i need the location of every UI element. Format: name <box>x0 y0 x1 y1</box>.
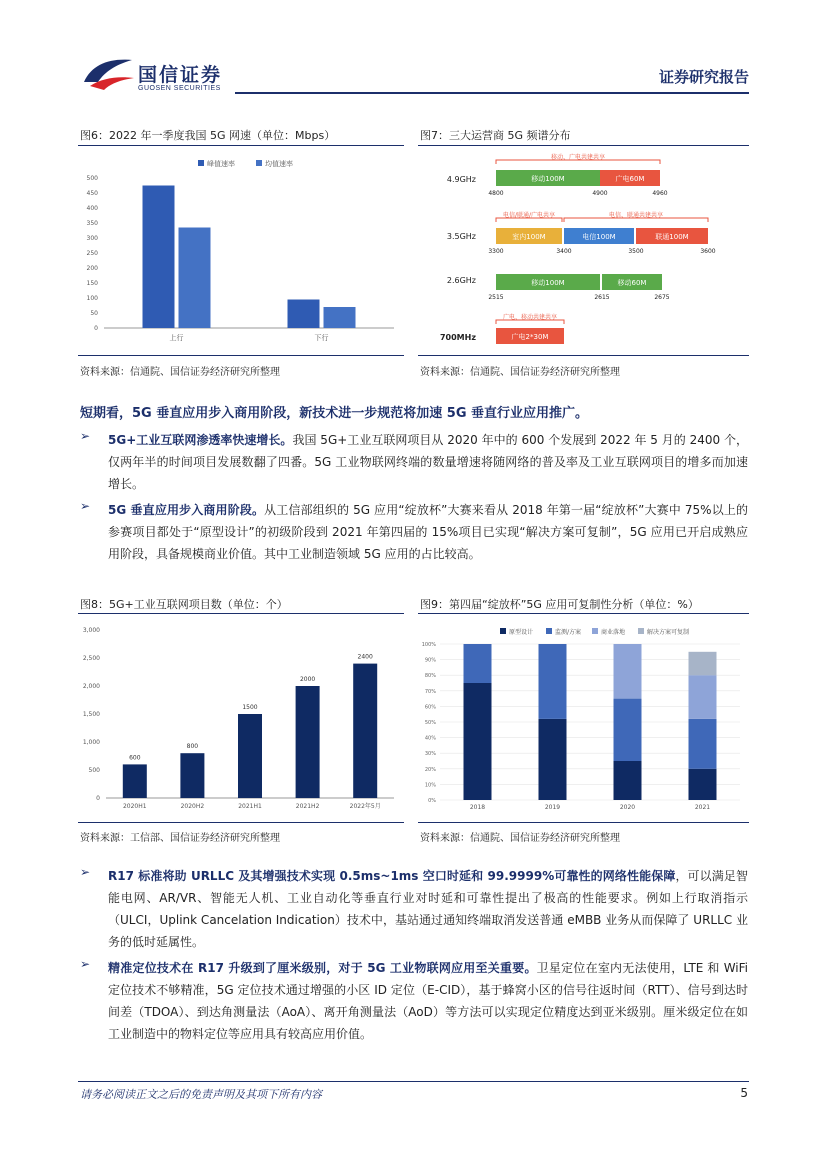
report-type: 证券研究报告 <box>658 68 749 86</box>
header-divider <box>235 92 749 94</box>
fig7-bottom-rule <box>418 355 749 356</box>
y-tick-label: 70% <box>424 688 436 695</box>
y-tick-label: 10% <box>424 782 436 789</box>
bullet-text: 卫星定位在室内无法使用，LTE 和 WiFi 定位技术不够精准，5G 定位技术通过增强的小区 ID 定位（E-CID），基于蜂窝小区的信号往返时间（RTT）、信号到达时间差（TDOA）、到达角测量法（AoA）、离开角测量法（AoD）等方法可以实现定位精度达到亚米级别。厘米级定位在如工业制造中的物料定位等应用具有较高应用价值。 <box>108 961 748 1041</box>
segment-label: 联通100M <box>655 233 689 241</box>
segment-label: 移动100M <box>531 175 565 183</box>
band-label: 3.5GHz <box>446 232 476 241</box>
tick-label: 4900 <box>592 190 608 197</box>
fig7-source: 资料来源：信通院、国信证券经济研究所整理 <box>420 367 620 378</box>
bar <box>238 714 262 798</box>
fig9-source: 资料来源：信通院、国信证券经济研究所整理 <box>420 833 620 844</box>
tick-label: 2515 <box>488 294 504 301</box>
y-tick-label: 100% <box>421 642 436 648</box>
footer-disclaimer: 请务必阅读正文之后的免责声明及其项下所有内容 <box>80 1088 322 1101</box>
fig8-bottom-rule <box>78 822 404 823</box>
y-tick-label: 200 <box>86 265 98 272</box>
band-label: 4.9GHz <box>446 175 476 184</box>
legend-swatch <box>592 628 598 634</box>
tick-label: 2675 <box>654 294 670 301</box>
y-tick-label: 20% <box>424 766 436 773</box>
tick-label: 3400 <box>556 248 572 255</box>
logo-name: 国信证券 <box>138 64 223 86</box>
y-tick-label: 30% <box>424 751 436 758</box>
y-tick-label: 2,500 <box>82 655 100 662</box>
x-tick-label: 2022年5月 <box>349 803 381 810</box>
bar <box>353 664 377 798</box>
fig8-chart <box>78 618 404 818</box>
fig9-chart <box>418 618 749 818</box>
y-tick-label: 90% <box>424 657 436 664</box>
y-tick-label: 50 <box>90 310 98 317</box>
bar <box>143 186 175 329</box>
bullet-arrow-icon: ➢ <box>80 957 91 971</box>
bracket-label: 移动、广电共建共享 <box>550 154 606 161</box>
footer-divider <box>78 1081 749 1082</box>
y-tick-label: 400 <box>86 205 98 212</box>
stacked-bar-segment <box>689 769 717 800</box>
x-tick-label: 2020H1 <box>122 803 147 810</box>
band-label: 2.6GHz <box>446 276 476 285</box>
x-tick-label: 2020H2 <box>180 803 205 810</box>
fig8-source: 资料来源：工信部、国信证券经济研究所整理 <box>80 833 280 844</box>
segment-label: 室内100M <box>512 233 546 241</box>
stacked-bar-segment <box>464 644 492 683</box>
legend-label: 原型设计 <box>509 629 534 636</box>
fig8-title: 图8：5G+工业互联网项目数（单位：个） <box>80 598 288 611</box>
bullet-lead: 5G 垂直应用步入商用阶段。 <box>108 503 265 517</box>
fig7-spectrum-diagram <box>418 150 749 350</box>
y-tick-label: 0% <box>428 798 436 804</box>
data-label: 1500 <box>242 704 258 711</box>
fig8-top-rule <box>78 613 404 614</box>
x-tick-label: 2021H1 <box>238 803 262 810</box>
y-tick-label: 500 <box>86 175 98 182</box>
fig7-title: 图7：三大运营商 5G 频谱分布 <box>420 129 571 142</box>
x-tick-label: 2019 <box>544 804 561 811</box>
stacked-bar-segment <box>689 675 717 719</box>
legend-swatch <box>256 160 262 166</box>
legend-label: 商业落地 <box>601 629 626 636</box>
y-tick-label: 0 <box>96 795 100 802</box>
fig6-source: 资料来源：信通院、国信证券经济研究所整理 <box>80 367 280 378</box>
y-tick-label: 350 <box>86 220 98 227</box>
y-tick-label: 0 <box>94 325 98 332</box>
fig9-top-rule <box>418 613 749 614</box>
bullet-lead: 5G+工业互联网渗透率快速增长。 <box>108 433 293 447</box>
legend-swatch <box>500 628 506 634</box>
bullet-text: 从工信部组织的 5G 应用“绽放杯”大赛来看从 2018 年第一届“绽放杯”大赛中 75%以上的参赛项目都处于“原型设计”的初级阶段到 2021 年第四届的 15%项目已实现“解决方案可复制”，5G 应用已开启成熟应用阶段，具备规模商业价值。其中工业制造领域 5G 应用的占比较高。 <box>108 503 748 561</box>
y-tick-label: 40% <box>424 735 436 742</box>
bar <box>296 686 320 798</box>
tick-label: 4960 <box>652 190 668 197</box>
y-tick-label: 1,500 <box>82 711 100 718</box>
stacked-bar-segment <box>689 719 717 769</box>
tick-label: 3300 <box>488 248 504 255</box>
fig7-top-rule <box>418 145 749 146</box>
segment-label: 移动60M <box>617 279 647 287</box>
fig6-top-rule <box>78 145 404 146</box>
legend-swatch <box>546 628 552 634</box>
bar <box>180 753 204 798</box>
bar <box>288 300 320 329</box>
y-tick-label: 450 <box>86 190 98 197</box>
legend-swatch <box>198 160 204 166</box>
legend-swatch <box>638 628 644 634</box>
summary-heading: 短期看，5G 垂直应用步入商用阶段，新技术进一步规范将加速 5G 垂直行业应用推广。 <box>80 406 589 421</box>
tick-label: 3600 <box>700 248 716 255</box>
fig9-bottom-rule <box>418 822 749 823</box>
segment-label: 广电2*30M <box>511 333 549 341</box>
tick-label: 3500 <box>628 248 644 255</box>
bar <box>123 764 147 798</box>
y-tick-label: 250 <box>86 250 98 257</box>
x-tick-label: 2020 <box>619 804 636 811</box>
fig6-title: 图6：2022 年一季度我国 5G 网速（单位：Mbps） <box>80 129 336 142</box>
bullet-arrow-icon: ➢ <box>80 429 91 443</box>
y-tick-label: 2,000 <box>82 683 100 690</box>
stacked-bar-segment <box>614 699 642 761</box>
band-label: 700MHz <box>439 333 476 342</box>
stacked-bar-segment <box>539 719 567 800</box>
stacked-bar-segment <box>689 652 717 675</box>
y-tick-label: 1,000 <box>82 739 100 746</box>
tick-label: 2615 <box>594 294 610 301</box>
y-tick-label: 50% <box>424 720 436 726</box>
bullet-arrow-icon: ➢ <box>80 499 91 513</box>
y-tick-label: 100 <box>86 295 98 302</box>
bullet-lead: R17 标准将助 URLLC 及其增强技术实现 0.5ms~1ms 空口时延和 99.9999%可靠性的网络性能保障 <box>108 869 676 883</box>
legend-label: 均值速率 <box>265 160 293 168</box>
y-tick-label: 60% <box>424 704 436 711</box>
stacked-bar-segment <box>614 644 642 699</box>
fig6-bottom-rule <box>78 355 404 356</box>
stacked-bar-segment <box>464 683 492 800</box>
legend-label: 峰值速率 <box>207 160 235 168</box>
y-tick-label: 300 <box>86 235 98 242</box>
logo-name-en: GUOSEN SECURITIES <box>138 85 221 92</box>
bracket-label: 广电、移动共建共享 <box>502 314 558 321</box>
bullet-arrow-icon: ➢ <box>80 865 91 879</box>
data-label: 2400 <box>357 653 373 661</box>
bullet-text: ，可以满足智能电网、AR/VR、智能无人机、工业自动化等垂直行业对时延和可靠性提出了极高的性能要求。例如上行取消指示（ULCI，Uplink Cancelation Indication）技术中，基站通过通知终端取消发送普通 eMBB 业务从而保障了 URLLC 业务的低时延属性。 <box>108 869 748 949</box>
data-label: 600 <box>129 754 141 762</box>
x-tick-label: 上行 <box>169 334 184 342</box>
segment-label: 移动100M <box>531 279 565 287</box>
bracket-label: 电信、联通共建共享 <box>608 212 664 219</box>
data-label: 800 <box>186 743 199 751</box>
bullet-text: 我国 5G+工业互联网项目从 2020 年中的 600 个发展到 2022 年 5 月的 2400 个，仅两年半的时间项目发展数翻了四番。5G 工业物联网终端的数量增速将随网络的普及率及工业互联网项目的增多而加速增长。 <box>108 433 748 491</box>
y-tick-label: 500 <box>88 767 100 774</box>
stacked-bar-segment <box>539 644 567 719</box>
bullet-lead: 精准定位技术在 R17 升级到了厘米级别，对于 5G 工业物联网应用至关重要。 <box>108 961 537 975</box>
fig9-title: 图9：第四届“绽放杯”5G 应用可复制性分析（单位：%） <box>420 598 699 611</box>
tick-label: 4800 <box>488 190 504 197</box>
bar <box>324 307 356 328</box>
segment-label: 电信100M <box>582 233 616 241</box>
segment-label: 广电60M <box>615 175 645 183</box>
fig6-chart <box>78 150 404 350</box>
x-tick-label: 2018 <box>469 804 486 811</box>
x-tick-label: 2021H2 <box>295 803 320 810</box>
y-tick-label: 150 <box>86 280 98 287</box>
x-tick-label: 下行 <box>314 334 329 342</box>
guosen-logo-mark-icon <box>80 56 136 92</box>
legend-label: 解决方案可复制 <box>647 629 690 636</box>
y-tick-label: 80% <box>424 673 436 680</box>
x-tick-label: 2021 <box>694 804 711 811</box>
bracket-label: 电信/联通/广电共享 <box>502 212 556 219</box>
stacked-bar-segment <box>614 761 642 800</box>
y-tick-label: 3,000 <box>82 627 100 634</box>
bar <box>179 228 211 329</box>
data-label: 2000 <box>299 676 316 683</box>
page-number: 5 <box>740 1086 748 1100</box>
legend-label: 监测/方案 <box>555 629 582 636</box>
